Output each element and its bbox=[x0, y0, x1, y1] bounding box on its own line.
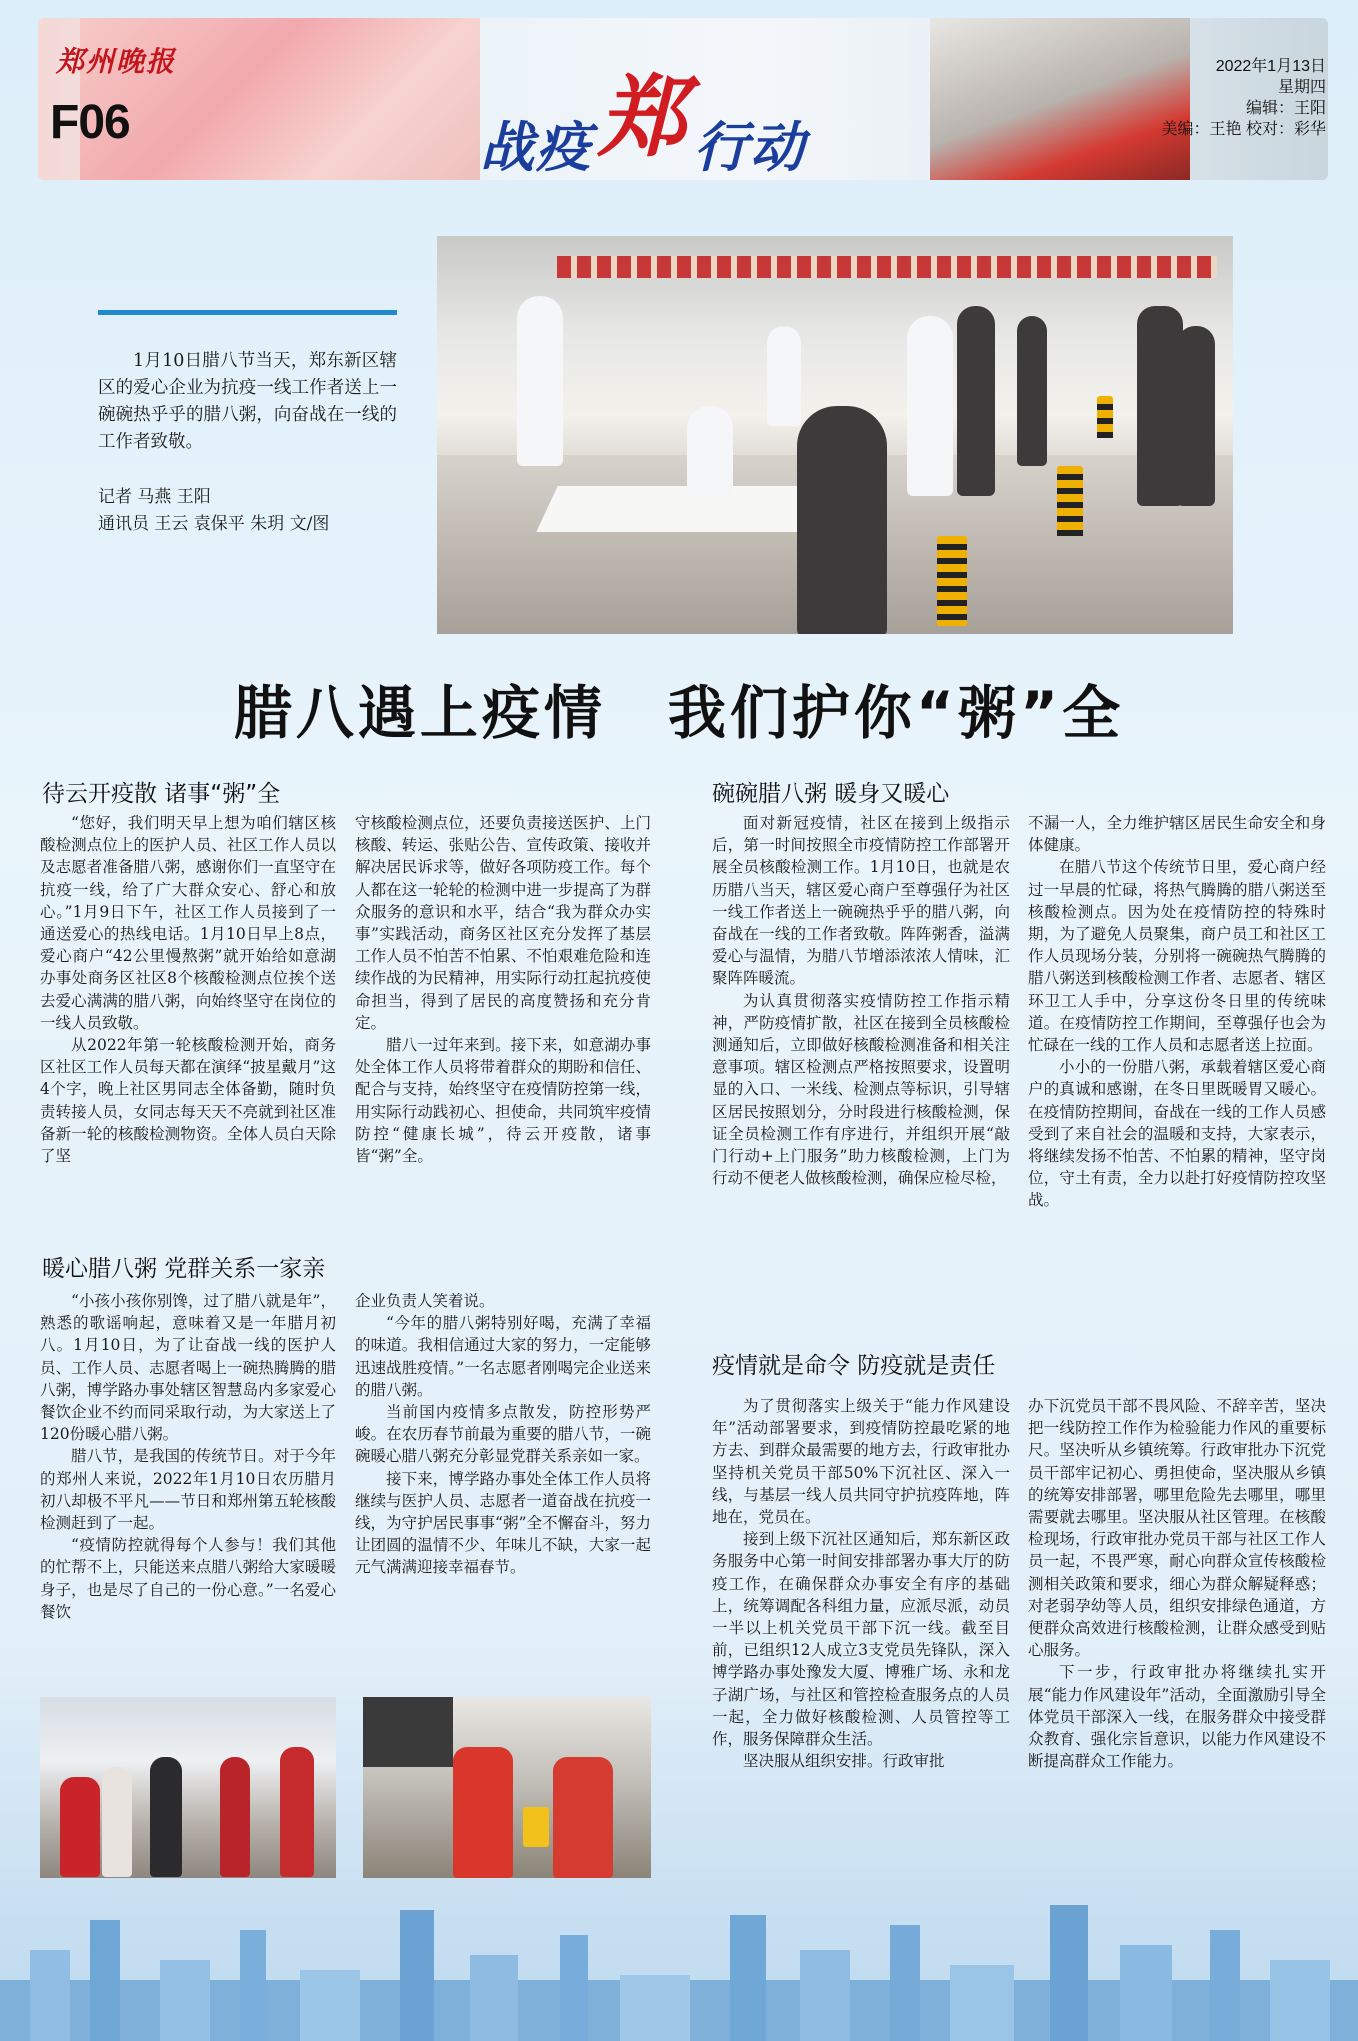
topic-part2: 行动 bbox=[694, 118, 807, 178]
lead-text: 1月10日腊八节当天，郑东新区辖区的爱心企业为抗疫一线工作者送上一碗碗热乎乎的腊八粥，向奋战在一线的工作者致敬。 bbox=[98, 351, 397, 452]
section3-col1: 面对新冠疫情，社区在接到上级指示后，第一时间按照全市疫情防控工作部署开展全员核酸检测工作。1月10日，也就是农历腊八当天，辖区爱心商户至尊强仔为社区一线工作者送上一碗碗热乎乎的腊八粥，向奋战在一线的工作者致敬。阵阵粥香，溢满爱心与温情，为腊八节增添浓浓人情味，汇聚阵阵暖流。 为认真贯彻落实疫情防控工作指示精神，严防疫情扩散，社区在接到全员核酸检测通知后，立即做好核酸检测准备和相关注意事项。辖区检测点严格按照要求，设置明显的入口、一米线、检测点等标识，引导辖区居民按照划分，分时段进行核酸检测，保证全员检测工作有序进行，并组织开展“敲门行动+上门服务”助力核酸检测，上门为行动不便老人做核酸检测，确保应检尽检， bbox=[712, 814, 1010, 1188]
lead-divider bbox=[98, 310, 397, 315]
section4-title: 疫情就是命令 防疫就是责任 bbox=[712, 1353, 996, 1379]
main-photo-testing-site bbox=[437, 236, 1233, 634]
photo-delivering-porridge bbox=[363, 1697, 651, 1878]
issue-weekday: 星期四 bbox=[1277, 79, 1326, 96]
section1-col1: “您好，我们明天早上想为咱们辖区核酸检测点位上的医护人员、社区工作人员以及志愿者准备腊八粥，感谢你们一直坚守在抗疫一线，给了广大群众安心、舒心和放心。”1月9日下午，社区工作人员接到了一通送爱心的热线电话。1月10日早上8点，爱心商户“42公里慢熬粥”就开始给如意湖办事处商务区社区8个核酸检测点位挨个送去爱心满满的腊八粥，向始终坚守在岗位的一线人员致敬。 从2022年第一轮核酸检测开始，商务区社区工作人员每天都在演绎“披星戴月”这4个字，晚上社区男同志全体备勤，随时负责转接人员，女同志每天天不亮就到社区准备新一轮的核酸检测物资。全体人员白天除了坚 bbox=[40, 814, 336, 1166]
photo-volunteers-street bbox=[40, 1697, 336, 1878]
section2-col1: “小孩小孩你别馋，过了腊八就是年”，熟悉的歌谣响起，意味着又是一年腊月初八。1月10日，为了让奋战一线的医护人员、工作人员、志愿者喝上一碗热腾腾的腊八粥，博学路办事处辖区智慧岛内多家爱心餐饮企业不约而同采取行动，为大家送上了120份暖心腊八粥。 腊八节，是我国的传统节日。对于今年的郑州人来说，2022年1月10日农历腊月初八却极不平凡——节日和郑州第五轮核酸检测赶到了一起。 “疫情防控就得每个人参与！我们其他的忙帮不上，只能送来点腊八粥给大家暖暖身子，也是尽了自己的一份心意。”一名爱心餐饮 bbox=[40, 1292, 336, 1621]
main-headline: 腊八遇上疫情 我们护你“粥”全 bbox=[233, 679, 1125, 747]
byline bbox=[98, 484, 418, 538]
editor-credit: 编辑：王阳 bbox=[1245, 100, 1326, 117]
issue-info bbox=[1162, 56, 1326, 140]
section1-title: 待云开疫散 诸事“粥”全 bbox=[42, 781, 281, 807]
skyline-decoration bbox=[0, 1890, 1358, 2041]
section-topic bbox=[480, 66, 806, 192]
topic-zheng: 郑 bbox=[598, 65, 689, 169]
newspaper-masthead: 郑州晚报 bbox=[56, 45, 177, 78]
section2-title: 暖心腊八粥 党群关系一家亲 bbox=[42, 1256, 326, 1282]
section3-col2: 不漏一人，全力维护辖区居民生命安全和身体健康。 在腊八节这个传统节日里，爱心商户经过一早晨的忙碌，将热气腾腾的腊八粥送至核酸检测点。因为处在疫情防控的特殊时期，为了避免人员聚集，商户员工和社区工作人员现场分装，分别将一碗碗热气腾腾的腊八粥送到核酸检测工作者、志愿者、辖区环卫工人手中，分享这份冬日里的传统味道。在疫情防控工作期间，至尊强仔也会为忙碌在一线的工作人员和志愿者送上拉面。 小小的一份腊八粥，承载着辖区爱心商户的真诚和感谢，在冬日里既暖胃又暖心。在疫情防控期间，奋战在一线的工作人员感受到了来自社会的温暖和支持，大家表示，将继续发扬不怕苦、不怕累的精神，坚守岗位，守土有责，全力以赴打好疫情防控攻坚战。 bbox=[1028, 814, 1326, 1210]
page-number: F06 bbox=[50, 96, 130, 149]
correspondent-credit: 通讯员 王云 袁保平 朱玥 文/图 bbox=[98, 514, 330, 534]
issue-date: 2022年1月13日 bbox=[1215, 58, 1326, 75]
section4-col1: 为了贯彻落实上级关于“能力作风建设年”活动部署要求，到疫情防控最吃紧的地方去、到群众最需要的地方去，行政审批办坚持机关党员干部50%下沉社区、深入一线，与基层一线人员共同守护抗疫阵地，阵地在，党员在。 接到上级下沉社区通知后，郑东新区政务服务中心第一时间安排部署办事大厅的防疫工作，在确保群众办事安全有序的基础上，统筹调配各科组力量，应派尽派，动员一半以上机关党员干部下沉一线。截至目前，已组织12人成立3支党员先锋队，深入博学路办事处豫发大厦、博雅广场、永和龙子湖广场，与社区和管控检查服务点的人员一起，全力做好核酸检测、人员管控等工作，服务保障群众生活。 坚决服从组织安排。行政审批 bbox=[712, 1397, 1010, 1771]
reporter-credit: 记者 马燕 王阳 bbox=[98, 487, 211, 507]
section1-col2: 守核酸检测点位，还要负责接送医护、上门核酸、转运、张贴公告、宣传政策、接收并解决居民诉求等，做好各项防疫工作。每个人都在这一轮轮的检测中进一步提高了为群众服务的意识和水平，结合“我为群众办实事”实践活动，商务区社区充分发挥了基层工作人员不怕苦不怕累、不怕艰难危险和连续作战的为民精神，用实际行动扛起抗疫使命担当，得到了居民的高度赞扬和充分肯定。 腊八一过年来到。接下来，如意湖办事处全体工作人员将带着群众的期盼和信任、配合与支持，始终坚守在疫情防控第一线，用实际行动践初心、担使命，共同筑牢疫情防控“健康长城”，待云开疫散，诸事皆“粥”全。 bbox=[355, 814, 651, 1166]
designer-proof-credit: 美编：王艳 校对：彩华 bbox=[1161, 121, 1326, 138]
section2-col2: 企业负责人笑着说。 “今年的腊八粥特别好喝，充满了幸福的味道。我相信通过大家的努力，一定能够迅速战胜疫情。”一名志愿者刚喝完企业送来的腊八粥。 当前国内疫情多点散发，防控形势严峻。在农历春节前最为重要的腊八节，一碗碗暖心腊八粥充分彰显党群关系亲如一家。 接下来，博学路办事处全体工作人员将继续与医护人员、志愿者一道奋战在抗疫一线，为守护居民事事“粥”全不懈奋斗，努力让团圆的温情不少、年味儿不缺，大家一起元气满满迎接幸福春节。 bbox=[355, 1292, 651, 1577]
section3-title: 碗碗腊八粥 暖身又暖心 bbox=[712, 781, 950, 807]
topic-part1: 战疫 bbox=[480, 118, 592, 178]
section4-col2: 办下沉党员干部不畏风险、不辞辛苦，坚决把一线防控工作作为检验能力作风的重要标尺。坚决听从乡镇统筹。行政审批办下沉党员干部牢记初心、勇担使命，坚决服从乡镇的统筹安排部署，哪里危险先去哪里，哪里需要就去哪里。坚决服从社区管理。在核酸检现场，行政审批办党员干部与社区工作人员一起，不畏严寒，耐心向群众宣传核酸检测相关政策和要求，细心为群众解疑释惑；对老弱孕幼等人员，组织安排绿色通道，方便群众高效进行核酸检测，让群众感受到贴心服务。 下一步，行政审批办将继续扎实开展“能力作风建设年”活动，全面激励引导全体党员干部深入一线，在服务群众中接受群众教育、强化宗旨意识，以能力作风建设不断提高群众工作能力。 bbox=[1028, 1397, 1326, 1771]
banner-photo-volunteers bbox=[930, 18, 1190, 180]
